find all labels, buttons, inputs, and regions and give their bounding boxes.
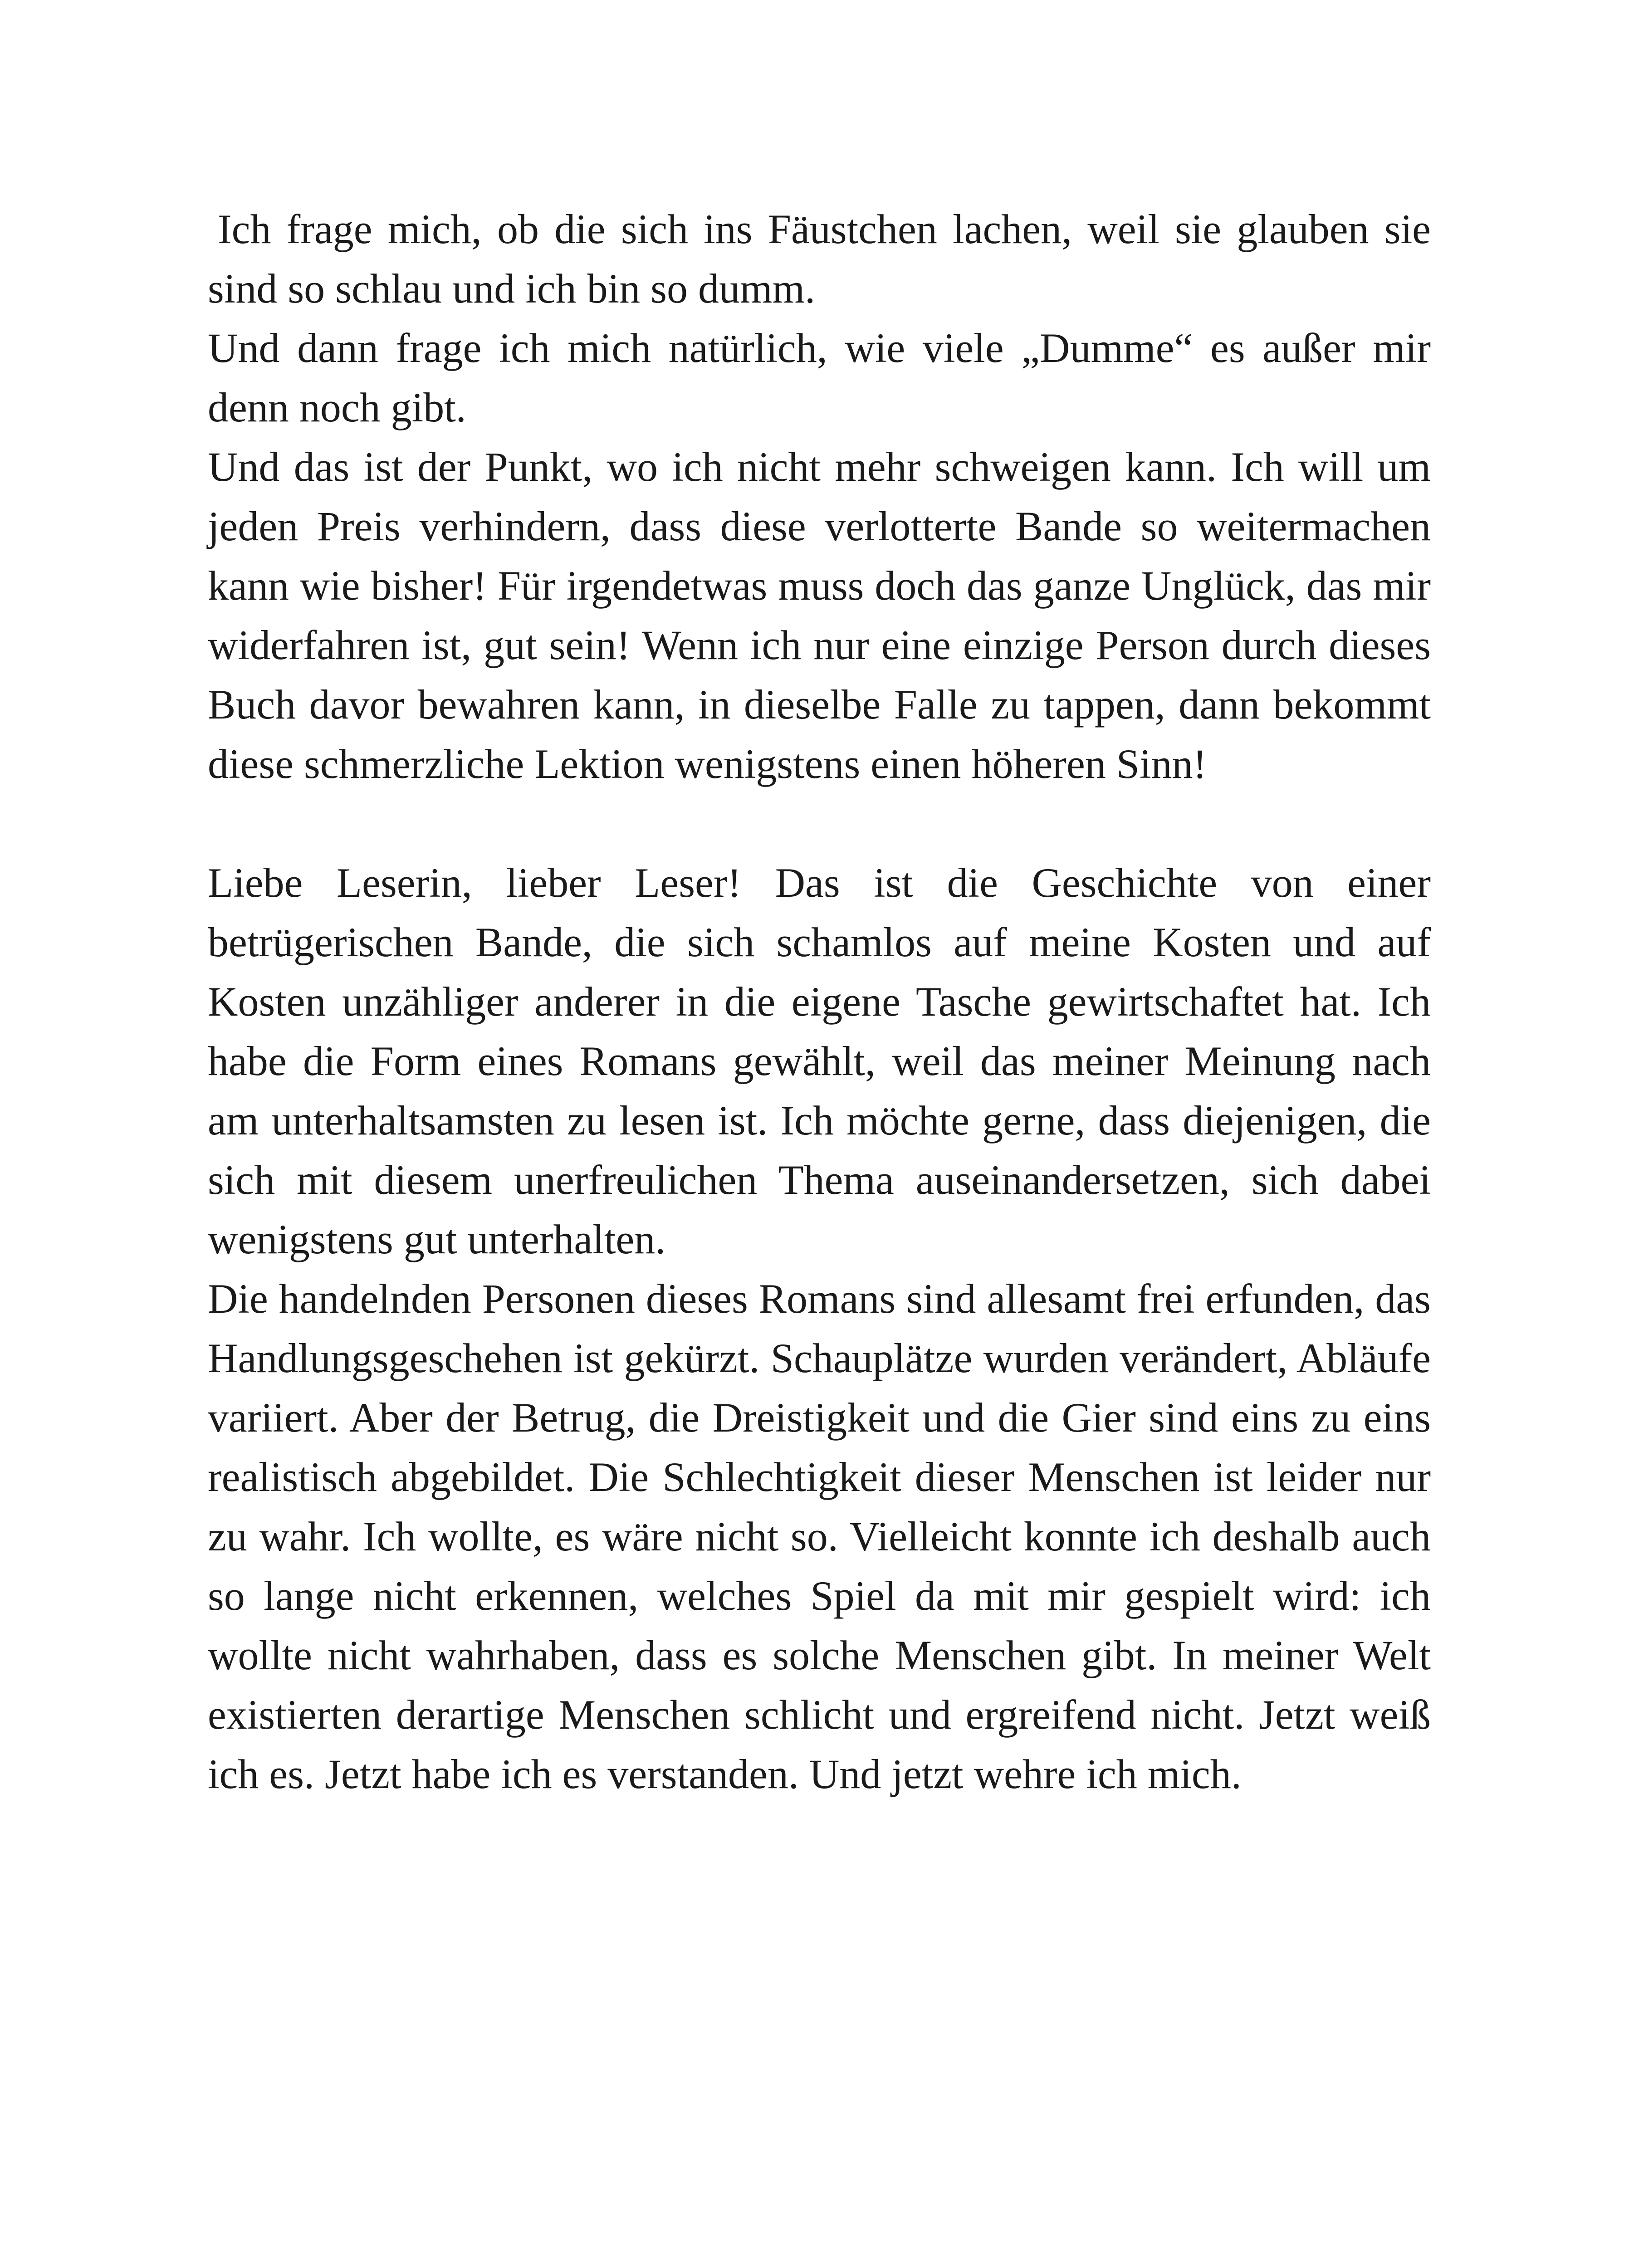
paragraph-1: Ich frage mich, ob die sich ins Fäustchen lachen, weil sie glauben sie sind so schlau und ich bin so dumm.	[208, 206, 1431, 312]
paragraph-5: Die handelnden Personen dieses Romans sind allesamt frei erfunden, das Handlungsgeschehen ist gekürzt. Schauplätze wurden verändert, Abläufe variiert. Aber der Betrug, die Dreistigkeit und die Gier sind eins zu eins realistisch abgebildet. Die Schlechtigkeit dieser Menschen ist leider nur zu wahr. Ich wollte, es wäre nicht so. Vielleicht konnte ich deshalb auch so lange nicht erkennen, welches Spiel da mit mir gespielt wird: ich wollte nicht wahrhaben, dass es solche Menschen gibt. In meiner Welt existierten derartige Menschen schlicht und ergreifend nicht. Jetzt weiß ich es. Jetzt habe ich es verstanden. Und jetzt wehre ich mich.	[208, 1276, 1431, 1797]
body-text	[208, 200, 1431, 1804]
paragraph-spacer	[208, 794, 1431, 853]
paragraph-3: Und das ist der Punkt, wo ich nicht mehr schweigen kann. Ich will um jeden Preis verhindern, dass diese verlotterte Bande so weitermachen kann wie bisher! Für irgendetwas muss doch das ganze Unglück, das mir widerfahren ist, gut sein! Wenn ich nur eine einzige Person durch dieses Buch davor bewahren kann, in dieselbe Falle zu tappen, dann bekommt diese schmerzliche Lektion wenigstens einen höheren Sinn!	[208, 444, 1431, 787]
paragraph-4: Liebe Leserin, lieber Leser! Das ist die Geschichte von einer betrügerischen Bande, die sich schamlos auf meine Kosten und auf Kosten unzähliger anderer in die eigene Tasche gewirtschaftet hat. Ich habe die Form eines Romans gewählt, weil das meiner Meinung nach am unterhaltsamsten zu lesen ist. Ich möchte gerne, dass diejenigen, die sich mit diesem unerfreulichen Thema auseinandersetzen, sich dabei wenigstens gut unterhalten.	[208, 860, 1431, 1262]
paragraph-2: Und dann frage ich mich natürlich, wie viele „Dumme“ es außer mir denn noch gibt.	[208, 325, 1431, 430]
